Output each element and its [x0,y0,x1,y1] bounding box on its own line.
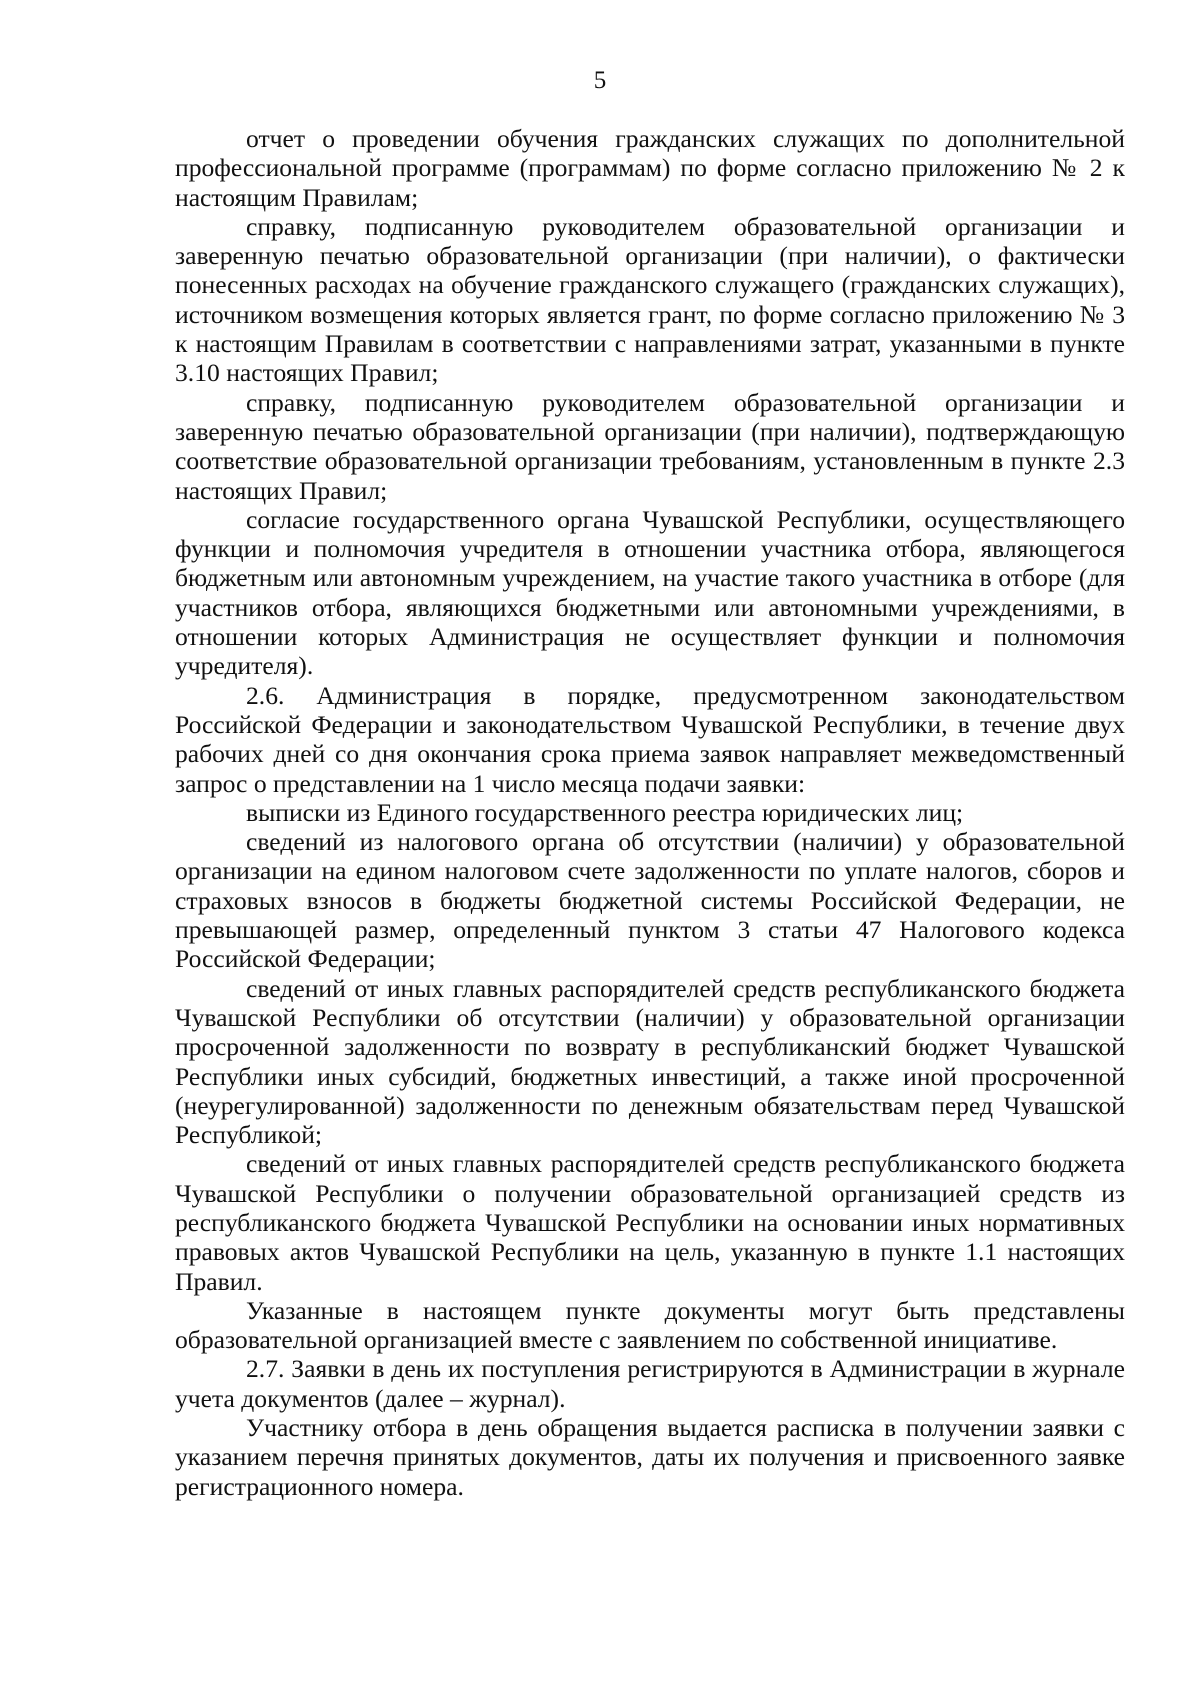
paragraph-tax-info: сведений из налогового органа об отсутствии (наличии) у образовательной организации на едином налоговом счете задолженности по уплате налогов, сборов и страховых взносов в бюджеты бюджетной системы Российской Федерации, не превышающей размер, определенный пунктом 3 статьи 47 Налогового кодекса Российской Федерации; [175,827,1125,974]
paragraph-expense-certificate: справку, подписанную руководителем образовательной организации и заверенную печатью образовательной организации (при наличии), о фактически понесенных расходах на обучение гражданского служащего (гражданских служащих), источником возмещения которых является грант, по форме согласно приложению № 3 к настоящим Правилам в соответствии с направлениями затрат, указанными в пункте 3.10 настоящих Правил; [175,211,1125,388]
paragraph-overdue-debt-info: сведений от иных главных распорядителей средств республиканского бюджета Чувашской Республики об отсутствии (наличии) у образовательной организации просроченной задолженности по возврату в республиканский бюджет Чувашской Республики иных субсидий, бюджетных инвестиций, а также иной просроченной (неурегулированной) задолженности по денежным обязательствам перед Чувашской Республикой; [175,973,1125,1150]
document-body [175,124,1125,1501]
page-number: 5 [593,67,607,94]
paragraph-other-funds-info: сведений от иных главных распорядителей средств республиканского бюджета Чувашской Республики о получении образовательной организацией средств из республиканского бюджета Чувашской Республики на основании иных нормативных правовых актов Чувашской Республики на цель, указанную в пункте 1.1 настоящих Правил. [175,1149,1125,1296]
paragraph-report-on-training: отчет о проведении обучения гражданских служащих по дополнительной профессиональной программе (программам) по форме согласно приложению № 2 к настоящим Правилам; [175,124,1125,212]
paragraph-clause-2-6: 2.6. Администрация в порядке, предусмотренном законодательством Российской Федерации и законодательством Чувашской Республики, в течение двух рабочих дней со дня окончания срока приема заявок направляет межведомственный запрос о представлении на 1 число месяца подачи заявки: [175,680,1125,798]
paragraph-receipt: Участнику отбора в день обращения выдается расписка в получении заявки с указанием перечня принятых документов, даты их получения и присвоенного заявке регистрационного номера. [175,1413,1125,1501]
paragraph-own-initiative: Указанные в настоящем пункте документы могут быть представлены образовательной организацией вместе с заявлением по собственной инициативе. [175,1295,1125,1355]
paragraph-compliance-certificate: справку, подписанную руководителем образовательной организации и заверенную печатью образовательной организации (при наличии), подтверждающую соответствие образовательной организации требованиям, установленным в пункте 2.3 настоящих Правил; [175,387,1125,505]
paragraph-founder-consent: согласие государственного органа Чувашской Республики, осуществляющего функции и полномочия учредителя в отношении участника отбора, являющегося бюджетным или автономным учреждением, на участие такого участника в отборе (для участников отбора, являющихся бюджетными или автономными учреждениями, в отношении которых Администрация не осуществляет функции и полномочия учредителя). [175,504,1125,681]
paragraph-registry-extract: выписки из Единого государственного реестра юридических лиц; [246,797,964,827]
paragraph-clause-2-7: 2.7. Заявки в день их поступления регистрируются в Администрации в журнале учета документов (далее – журнал). [175,1354,1125,1413]
